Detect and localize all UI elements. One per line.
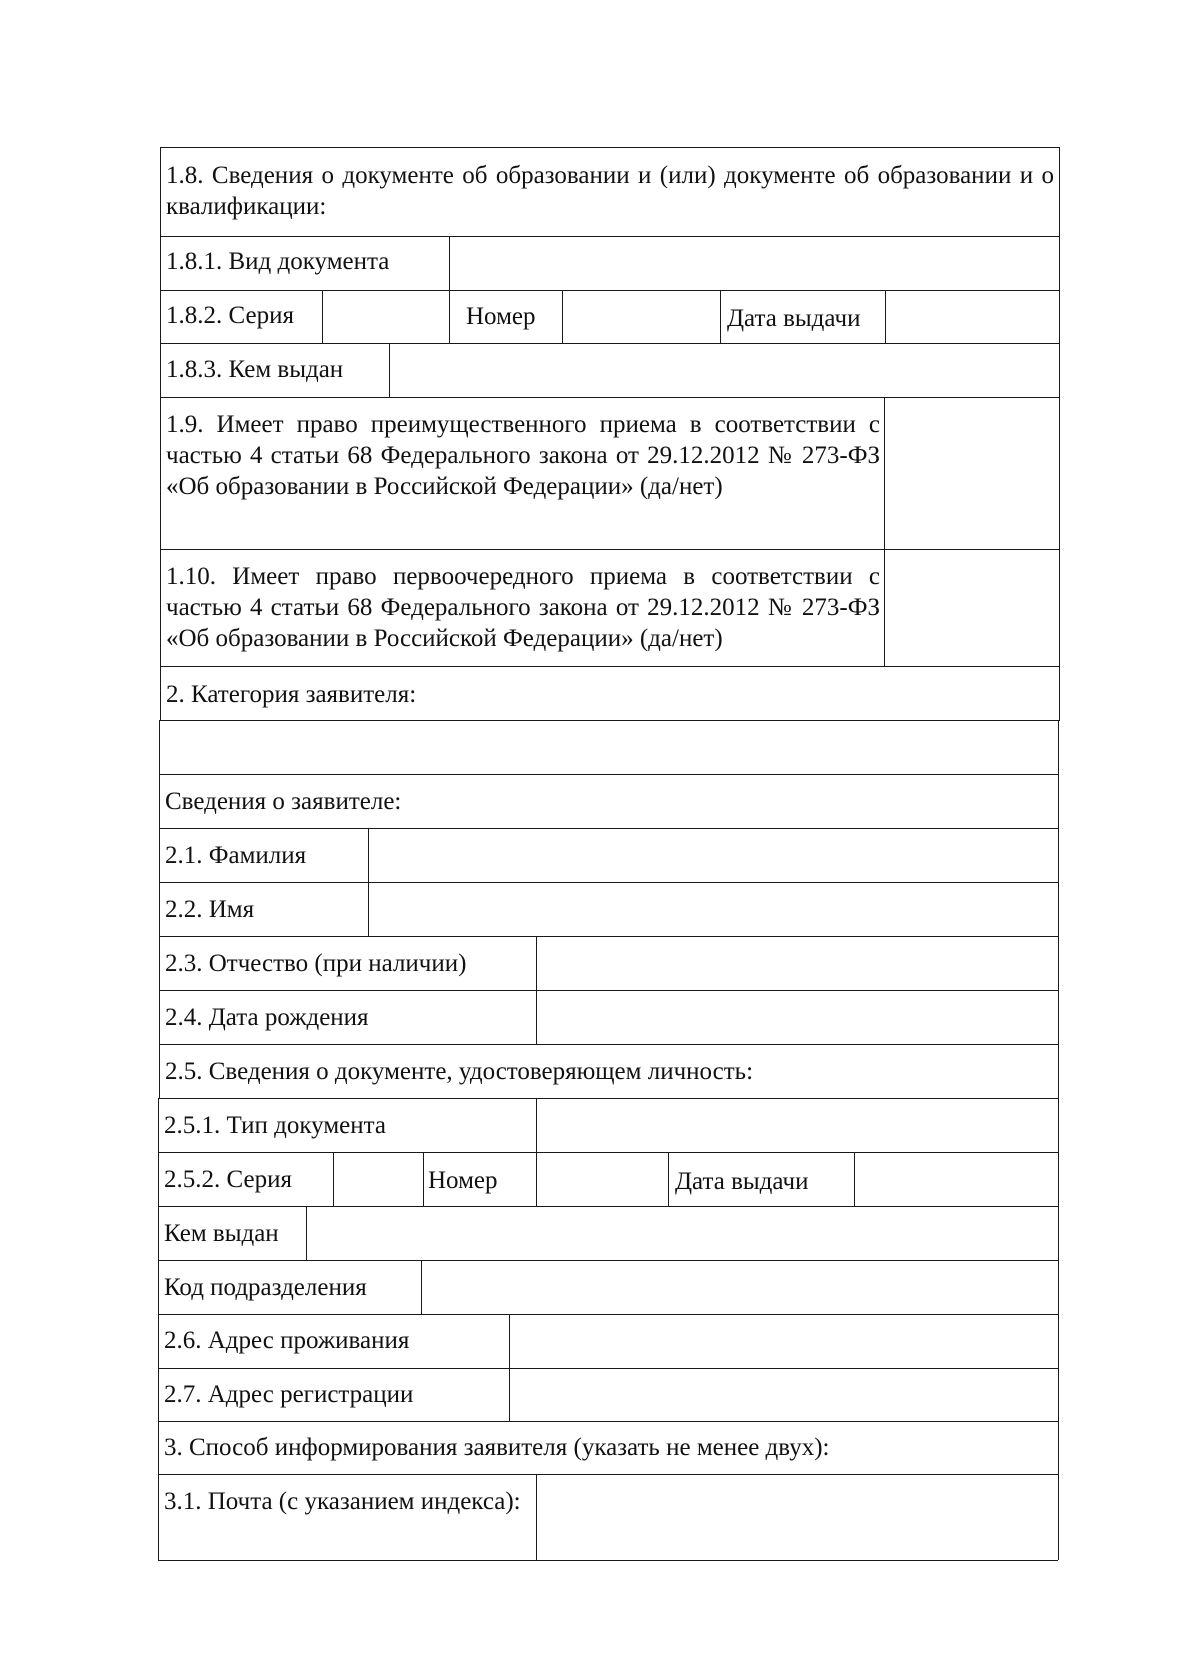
column-divider	[562, 290, 563, 343]
table-rule	[159, 990, 1059, 991]
column-divider	[322, 290, 323, 343]
education-doc-type-field[interactable]	[452, 239, 1057, 288]
column-divider	[449, 290, 450, 343]
priority-admission-label: 1.10. Имеет право первоочередного приема в соответствии с частью 4 статьи 68 Федерального закона от 29.12.2012 № 273-ФЗ «Об образовании в Российской Федерации» (да/нет)	[166, 563, 880, 652]
table-rule	[160, 343, 1060, 344]
postal-mail-field[interactable]	[539, 1477, 1056, 1558]
identity-doc-issued-by-label: Кем выдан	[164, 1220, 279, 1247]
column-divider	[536, 1152, 537, 1206]
notification-method-header: 3. Способ информирования заявителя (указать не менее двух):	[164, 1434, 830, 1461]
identity-doc-number-field[interactable]	[539, 1155, 666, 1204]
column-divider	[423, 1152, 424, 1206]
identity-doc-number-label: Номер	[428, 1167, 498, 1194]
table-rule	[159, 828, 1059, 829]
surname-field[interactable]	[371, 831, 1057, 880]
registration-address-field[interactable]	[512, 1371, 1056, 1419]
patronymic-field[interactable]	[539, 939, 1057, 988]
applicant-category-label: 2. Категория заявителя:	[166, 681, 417, 708]
registration-address-label: 2.7. Адрес регистрации	[164, 1381, 414, 1408]
education-doc-issued-by-field[interactable]	[392, 346, 1057, 395]
first-name-field[interactable]	[371, 885, 1057, 934]
table-rule	[159, 720, 1060, 721]
identity-doc-issue-date-field[interactable]	[857, 1155, 1056, 1204]
table-rule	[160, 397, 1060, 398]
column-divider	[389, 343, 390, 397]
birth-date-field[interactable]	[539, 993, 1057, 1042]
identity-doc-type-label: 2.5.1. Тип документа	[164, 1112, 386, 1139]
table-rule	[160, 236, 1060, 237]
first-name-label: 2.2. Имя	[165, 896, 255, 923]
column-divider	[884, 397, 885, 666]
column-divider	[536, 936, 537, 1044]
applicant-info-header: Сведения о заявителе:	[165, 788, 402, 815]
table-rule	[160, 666, 1060, 667]
identity-doc-header: 2.5. Сведения о документе, удостоверяющем личность:	[165, 1058, 754, 1085]
education-doc-issued-by-label: 1.8.3. Кем выдан	[166, 356, 344, 383]
education-doc-series-label: 1.8.2. Серия	[166, 302, 294, 329]
table-rule	[158, 1206, 1058, 1207]
surname-label: 2.1. Фамилия	[165, 842, 307, 869]
education-doc-number-label: Номер	[466, 303, 536, 330]
patronymic-label: 2.3. Отчество (при наличии)	[165, 950, 467, 977]
column-divider	[668, 1152, 669, 1206]
identity-doc-issued-by-field[interactable]	[309, 1209, 1056, 1258]
column-divider	[449, 236, 450, 290]
identity-doc-type-field[interactable]	[539, 1101, 1056, 1150]
table-rule	[160, 549, 1060, 550]
table-rule	[158, 1474, 1058, 1475]
identity-doc-series-label: 2.5.2. Серия	[164, 1166, 292, 1193]
identity-doc-series-field[interactable]	[336, 1155, 421, 1204]
residence-address-field[interactable]	[512, 1317, 1056, 1366]
column-divider	[368, 828, 369, 936]
identity-doc-issue-date-label: Дата выдачи	[675, 1168, 809, 1195]
education-doc-type-label: 1.8.1. Вид документа	[166, 248, 390, 275]
table-rule	[159, 1044, 1059, 1045]
column-divider	[333, 1152, 334, 1206]
table-rule	[158, 1560, 1058, 1561]
table-border-right	[1058, 720, 1059, 1560]
column-divider	[306, 1206, 307, 1260]
table-rule	[158, 1152, 1058, 1153]
table-rule	[158, 1314, 1058, 1315]
table-border-right	[1059, 147, 1060, 720]
priority-admission-field[interactable]	[887, 552, 1057, 664]
table-rule	[160, 290, 1060, 291]
division-code-label: Код подразделения	[164, 1274, 367, 1301]
education-doc-issue-date-label: Дата выдачи	[727, 305, 861, 332]
column-divider	[421, 1260, 422, 1314]
column-divider	[885, 290, 886, 343]
division-code-field[interactable]	[424, 1263, 1056, 1312]
preferential-admission-field[interactable]	[887, 400, 1057, 547]
education-doc-number-field[interactable]	[565, 293, 718, 341]
table-border-left	[158, 1098, 159, 1560]
education-doc-series-field[interactable]	[325, 293, 447, 341]
residence-address-label: 2.6. Адрес проживания	[164, 1327, 410, 1354]
table-rule	[158, 1421, 1058, 1422]
birth-date-label: 2.4. Дата рождения	[165, 1004, 369, 1031]
column-divider	[854, 1152, 855, 1206]
table-rule	[160, 147, 1060, 148]
column-divider	[536, 1474, 537, 1560]
column-divider	[720, 290, 721, 343]
column-divider	[509, 1314, 510, 1421]
table-rule	[158, 1260, 1058, 1261]
preferential-admission-label: 1.9. Имеет право преимущественного приема в соответствии с частью 4 статьи 68 Федерального закона от 29.12.2012 № 273-ФЗ «Об образовании в Российской Федерации» (да/нет)	[166, 411, 880, 500]
table-border-left	[159, 720, 160, 1098]
postal-mail-label: 3.1. Почта (с указанием индекса):	[164, 1488, 521, 1515]
education-doc-issue-date-field[interactable]	[888, 293, 1057, 341]
table-rule	[159, 936, 1059, 937]
table-rule	[159, 774, 1059, 775]
education-doc-header: 1.8. Сведения о документе об образовании и (или) документе об образовании и о квалификации:	[166, 162, 1054, 220]
column-divider	[536, 1098, 537, 1152]
applicant-category-field[interactable]	[162, 723, 1057, 772]
table-border-left	[160, 147, 161, 720]
table-rule	[158, 1098, 1058, 1099]
table-rule	[158, 1368, 1058, 1369]
table-rule	[159, 882, 1059, 883]
